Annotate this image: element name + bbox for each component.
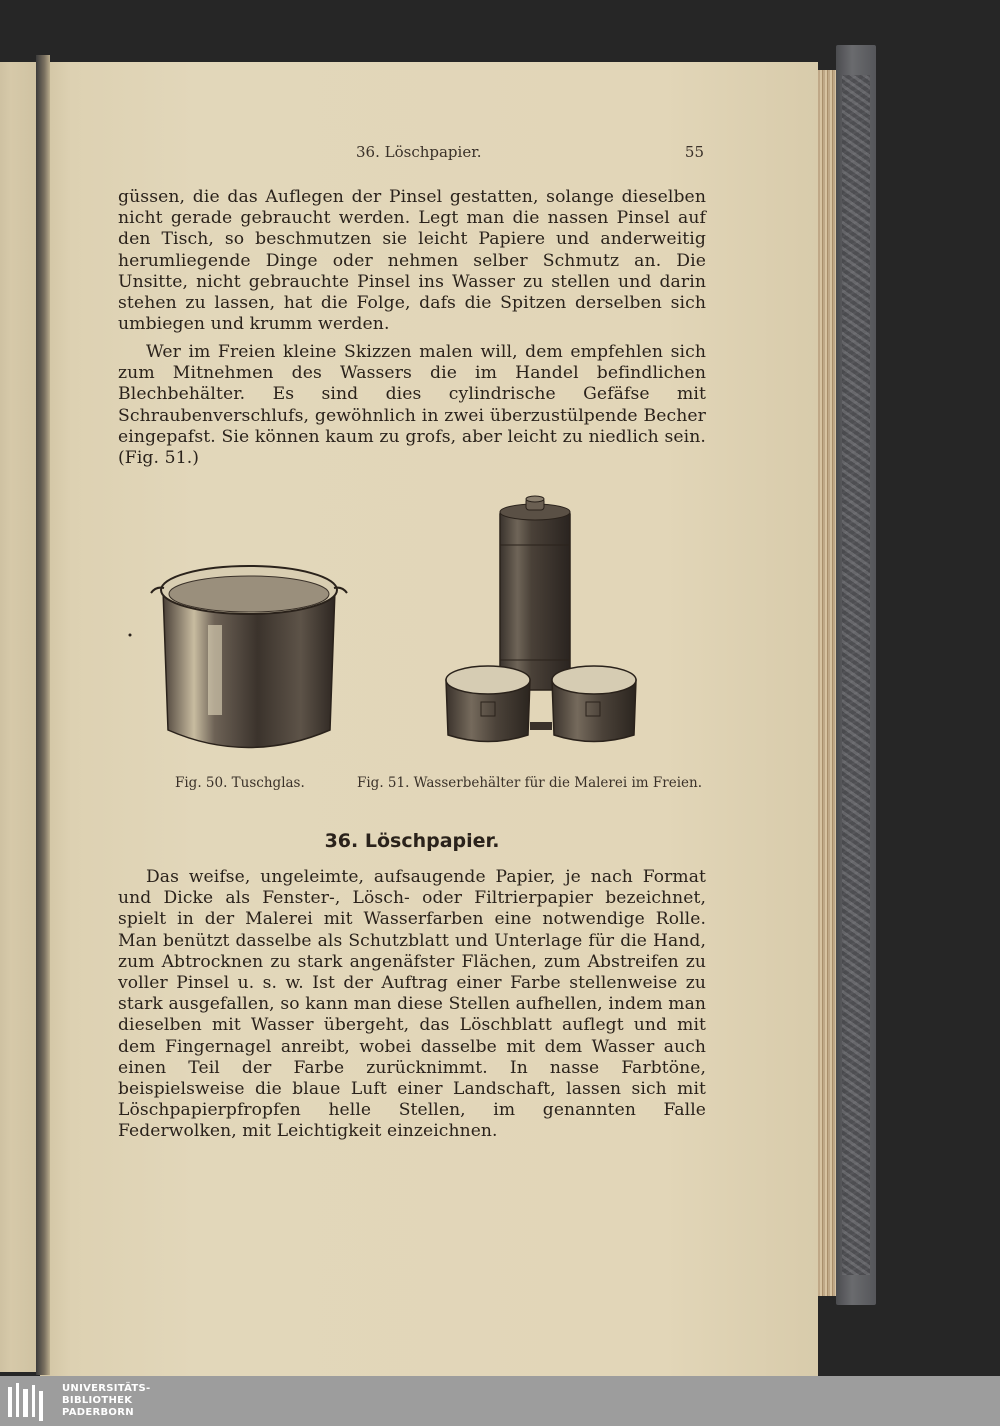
wasserbehaelter-illustration	[446, 496, 636, 742]
book-gutter	[36, 55, 50, 1375]
library-name-line-1: UNIVERSITÄTS-	[62, 1383, 151, 1394]
figures	[118, 490, 718, 760]
library-name[interactable]	[62, 1383, 151, 1419]
section-paragraph: Das weifse, ungeleimte, aufsaugende Papier, je nach Format und Dicke als Fenster-, Lösch- oder Filtrierpapier bezeichnet, spielt in der Malerei mit Wasserfarben eine notwendige Rolle. Man benützt dasselbe als Schutzblatt und Unterlage für die Hand, zum Abtrocknen zu stark angenäfster Flächen, zum Abstreifen zu voller Pinsel u. s. w. Ist der Auftrag einer Farbe stellenweise zu stark ausgefallen, so kann man diese Stellen aufhellen, indem man dieselben mit Wasser übergeht, das Löschblatt auflegt und mit dem Fingernagel anreibt, wobei dasselbe mit dem Wasser auch einen Teil der Farbe zurücknimmt. In nasse Farbtöne, beispielsweise die blaue Luft einer Landschaft, lassen sich mit Löschpapierpfropfen helle Stellen, im genannten Falle Federwolken, mit Leichtigkeit einzeichnen.	[118, 867, 706, 1142]
figure-illustrations	[118, 490, 718, 760]
page-edges	[818, 70, 836, 1296]
left-page-edge	[0, 62, 38, 1372]
running-head	[118, 143, 706, 167]
figure-51-caption: Fig. 51. Wasserbehälter für die Malerei im Freien.	[357, 775, 702, 791]
section-heading: 36. Löschpapier.	[324, 830, 500, 852]
cover-marbling	[842, 75, 870, 1275]
library-bars-icon	[6, 1381, 56, 1423]
page-number: 55	[684, 143, 704, 161]
paragraph-2: Wer im Freien kleine Skizzen malen will, dem empfehlen sich zum Mitnehmen des Wassers die im Handel befindlichen Blechbehälter. Es sind dies cylindrische Gefäfse mit Schraubenverschlufs, gewöhnlich in zwei überzustülpende Becher eingepafst. Sie können kaum zu grofs, aber leicht zu niedlich sein. (Fig. 51.)	[118, 342, 706, 469]
library-name-line-3: PADERBORN	[62, 1407, 134, 1418]
running-head-title: 36. Löschpapier.	[356, 143, 482, 161]
tuschglas-illustration	[129, 566, 348, 748]
library-name-line-2: BIBLIOTHEK	[62, 1395, 133, 1406]
footer-bar	[0, 1376, 1000, 1426]
figure-50-caption: Fig. 50. Tuschglas.	[175, 775, 305, 791]
paragraph-1: güssen, die das Auflegen der Pinsel gestatten, solange dieselben nicht gerade gebraucht werden. Legt man die nassen Pinsel auf den Tisch, so beschmutzen sie leicht Papiere und anderweitig herumliegende Dinge oder nehmen selber Schmutz an. Die Unsitte, nicht gebrauchte Pinsel ins Wasser zu stellen und darin stehen zu lassen, hat die Folge, dafs die Spitzen derselben sich umbiegen und krumm werden.	[118, 187, 706, 335]
